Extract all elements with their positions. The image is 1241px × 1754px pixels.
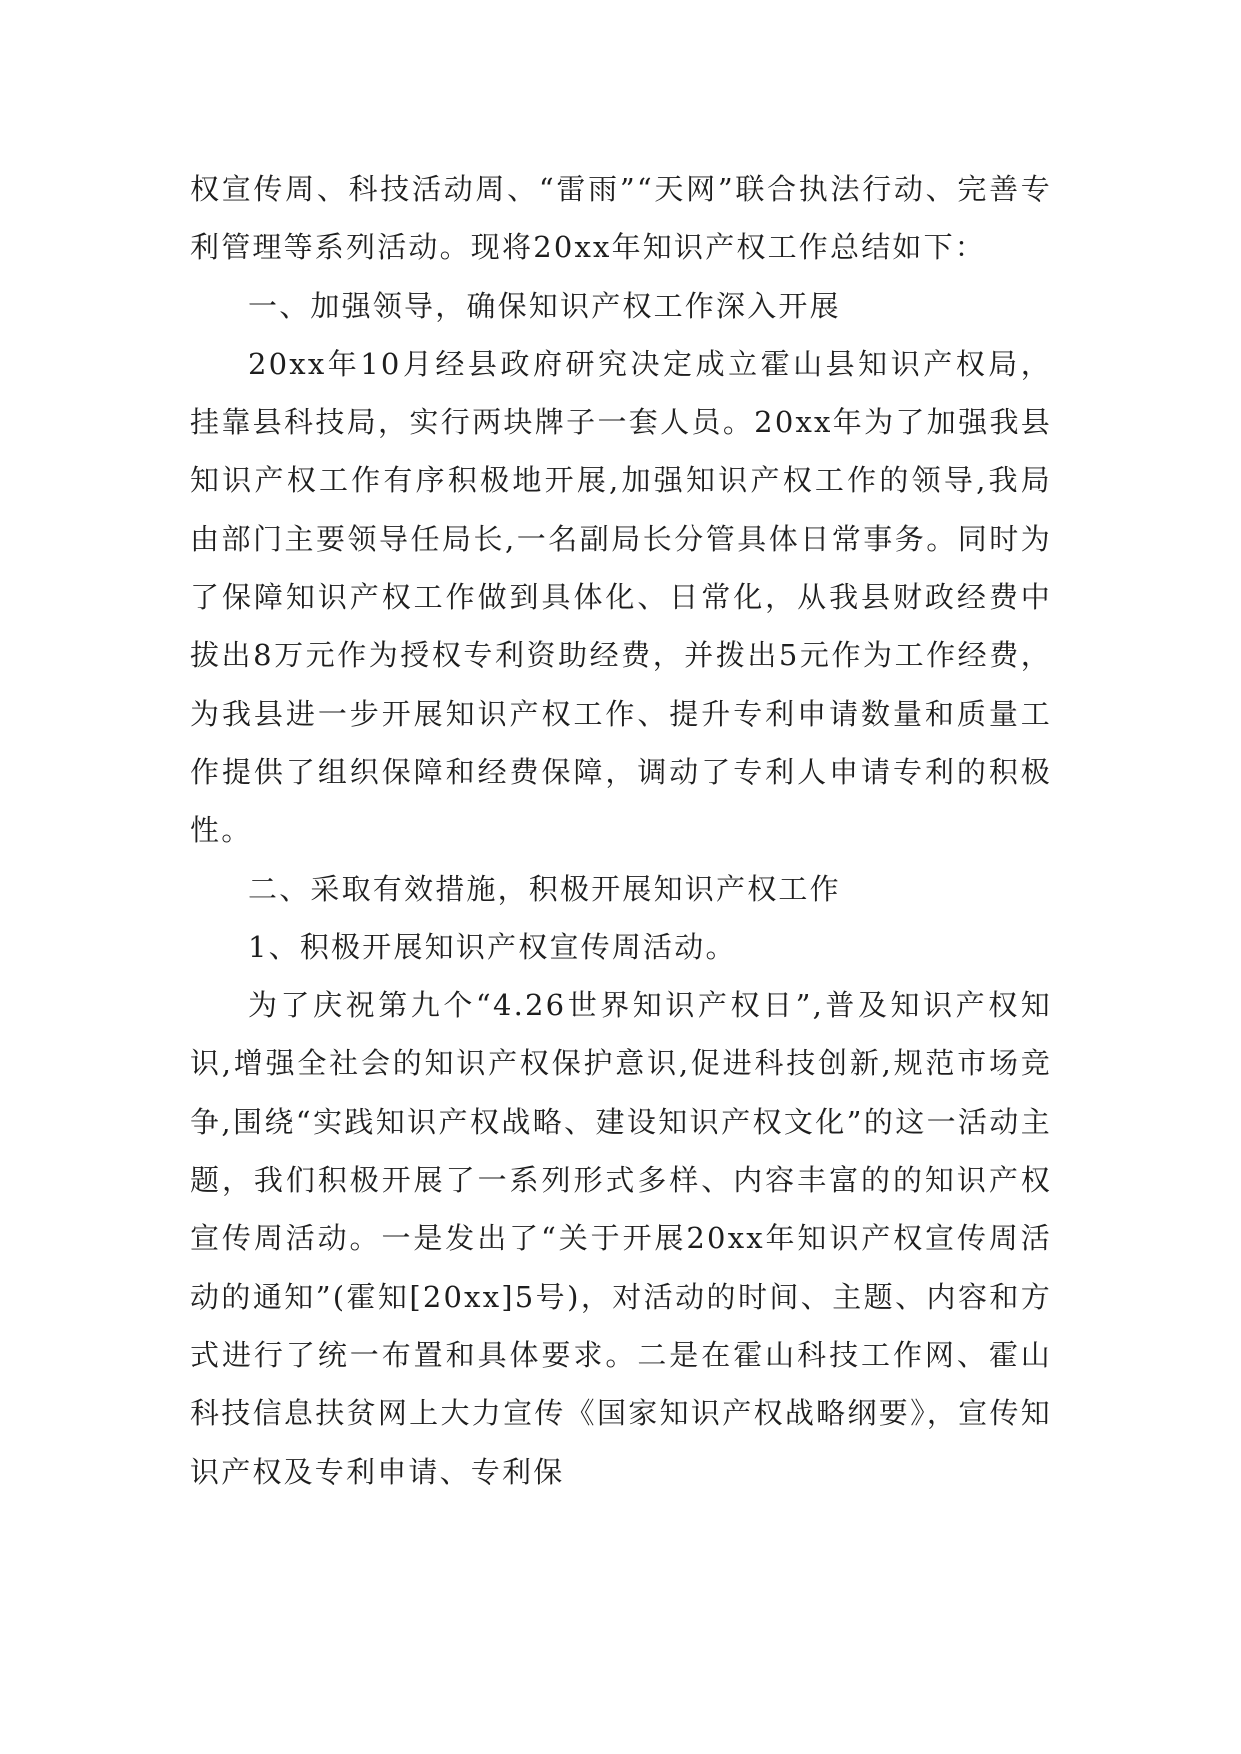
paragraph-intro-continuation: 权宣传周、科技活动周、“雷雨”“天网”联合执法行动、完善专利管理等系列活动。现将20xx年知识产权工作总结如下： <box>190 172 1052 265</box>
section-heading-1: 一、加强领导，确保知识产权工作深入开展 <box>248 288 841 323</box>
section-heading-2: 二、采取有效措施，积极开展知识产权工作 <box>248 871 841 906</box>
subsection-heading-1: 1、积极开展知识产权宣传周活动。 <box>248 929 737 964</box>
paragraph-publicity-week: 为了庆祝第九个“4.26世界知识产权日”,普及知识产权知识,增强全社会的知识产权保护意识,促进科技创新,规范市场竞争,围绕“实践知识产权战略、建设知识产权文化”的这一活动主题，我们积极开展了一系列形式多样、内容丰富的的知识产权宣传周活动。一是发出了“关于开展20xx年知识产权宣传周活动的通知”(霍知[20xx]5号)，对活动的时间、主题、内容和方式进行了统一布置和具体要求。二是在霍山科技工作网、霍山科技信息扶贫网上大力宣传《国家知识产权战略纲要》，宣传知识产权及专利申请、专利保 <box>190 988 1052 1489</box>
paragraph-leadership: 20xx年10月经县政府研究决定成立霍山县知识产权局，挂靠县科技局，实行两块牌子一套人员。20xx年为了加强我县知识产权工作有序积极地开展,加强知识产权工作的领导,我局由部门主要领导任局长,一名副局长分管具体日常事务。同时为了保障知识产权工作做到具体化、日常化，从我县财政经费中拔出8万元作为授权专利资助经费，并拨出5元作为工作经费，为我县进一步开展知识产权工作、提升专利申请数量和质量工作提供了组织保障和经费保障，调动了专利人申请专利的积极性。 <box>190 346 1052 848</box>
document-body <box>190 160 1052 1501</box>
